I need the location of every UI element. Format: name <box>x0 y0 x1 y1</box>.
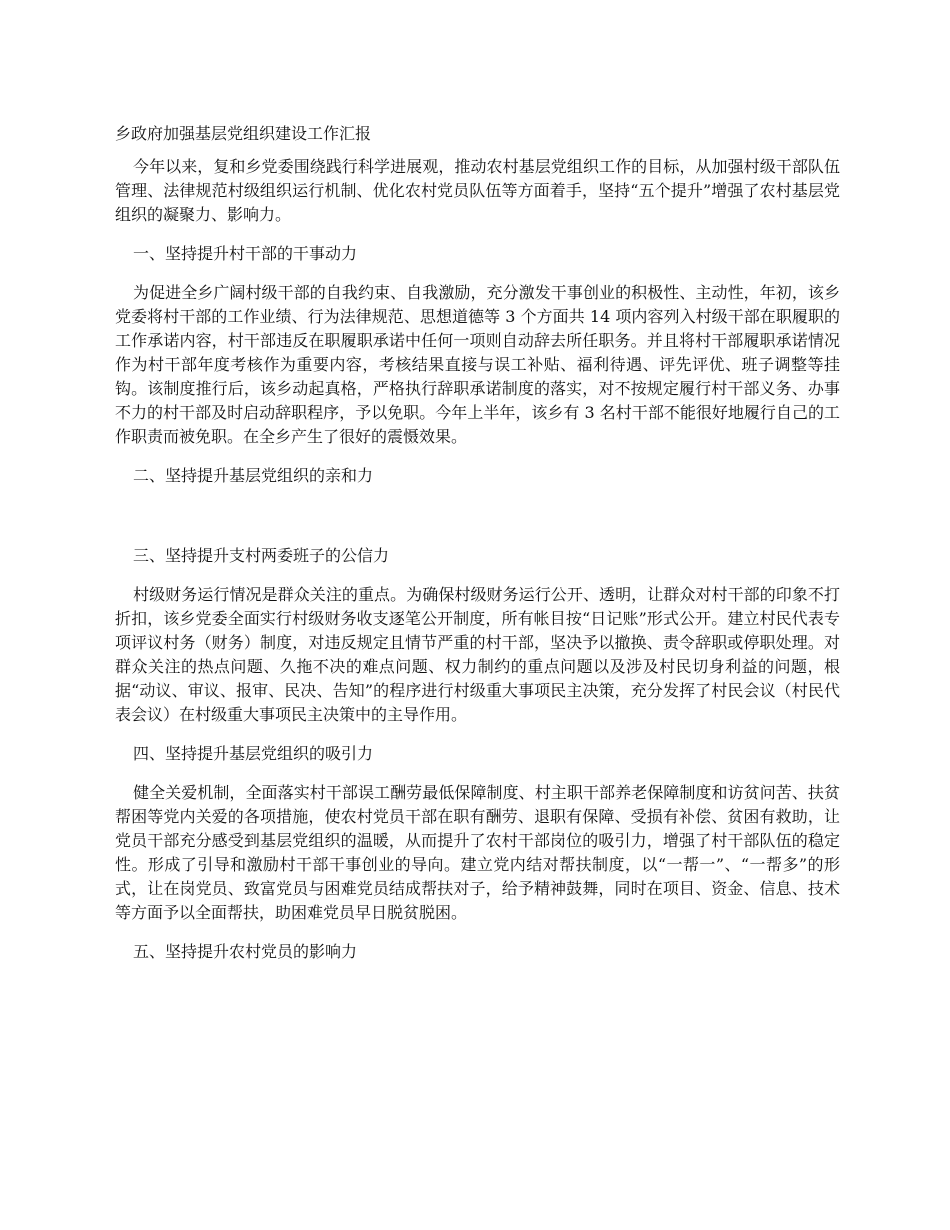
section-2-heading: 二、坚持提升基层党组织的亲和力 <box>133 466 374 485</box>
intro-paragraph: 今年以来，复和乡党委围绕践行科学进展观，推动农村基层党组织工作的目标，从加强村级干部队伍管理、法律规范村级组织运行机制、优化农村党员队伍等方面着手，坚持“五个提升”增强了农村基层党组织的凝聚力、影响力。 <box>115 157 840 224</box>
section-1-heading: 一、坚持提升村干部的干事动力 <box>133 244 358 263</box>
section-4-heading: 四、坚持提升基层党组织的吸引力 <box>133 744 374 763</box>
section-3-heading: 三、坚持提升支村两委班子的公信力 <box>133 546 390 565</box>
section-2-blank-space <box>115 503 840 544</box>
section-4-body: 健全关爱机制，全面落实村干部误工酬劳最低保障制度、村主职干部养老保障制度和访贫问苦、扶贫帮困等党内关爱的各项措施，使农村党员干部在职有酬劳、退职有保障、受损有补偿、贫困有救助，让党员干部充分感受到基层党组织的温暖，从而提升了农村干部岗位的吸引力，增强了村干部队伍的稳定性。形成了引导和激励村干部干事创业的导向。建立党内结对帮扶制度，以“一帮一”、“一帮多”的形式，让在岗党员、致富党员与困难党员结成帮扶对子，给予精神鼓舞，同时在项目、资金、信息、技术等方面予以全面帮扶，助困难党员早日脱贫脱困。 <box>115 783 840 922</box>
document-content <box>115 122 840 979</box>
section-1-body: 为促进全乡广阔村级干部的自我约束、自我激励，充分激发干事创业的积极性、主动性，年初，该乡党委将村干部的工作业绩、行为法律规范、思想道德等 3 个方面共 14 项内容列入村级干部在职履职的工作承诺内容，村干部违反在职履职承诺中任何一项则自动辞去所任职务。并且将村干部履职承诺情况作为村干部年度考核作为重要内容，考核结果直接与误工补贴、福利待遇、评先评优、班子调整等挂钩。该制度推行后，该乡动起真格，严格执行辞职承诺制度的落实，对不按规定履行村干部义务、办事不力的村干部及时启动辞职程序，予以免职。今年上半年，该乡有 3 名村干部不能很好地履行自己的工作职责而被免职。在全乡产生了很好的震慑效果。 <box>115 283 840 446</box>
section-3-body: 村级财务运行情况是群众关注的重点。为确保村级财务运行公开、透明，让群众对村干部的印象不打折扣，该乡党委全面实行村级财务收支逐笔公开制度，所有帐目按“日记账”形式公开。建立村民代表专项评议村务（财务）制度，对违反规定且情节严重的村干部，坚决予以撤换、责令辞职或停职处理。对群众关注的热点问题、久拖不决的难点问题、权力制约的重点问题以及涉及村民切身利益的问题，根据“动议、审议、报审、民决、告知”的程序进行村级重大事项民主决策，充分发挥了村民会议（村民代表会议）在村级重大事项民主决策中的主导作用。 <box>115 585 840 724</box>
section-5-heading: 五、坚持提升农村党员的影响力 <box>133 942 358 961</box>
document-title: 乡政府加强基层党组织建设工作汇报 <box>115 124 372 143</box>
